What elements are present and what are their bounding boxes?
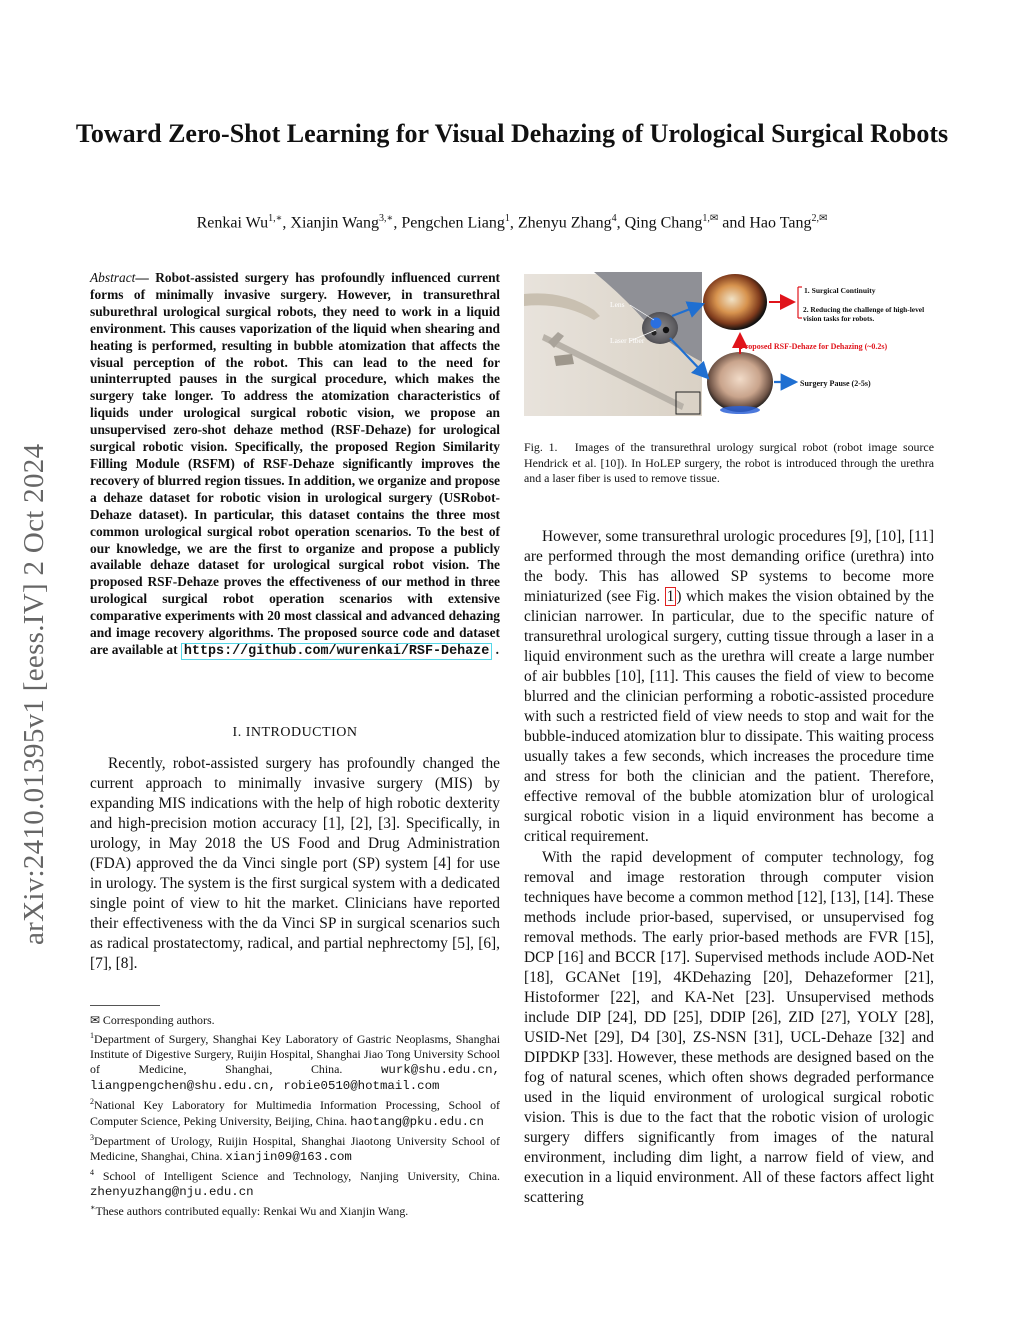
author-name: Renkai Wu	[196, 214, 269, 232]
abstract-text: Robot-assisted surgery has profoundly influenced current forms of minimally invasive surgery. However, in transurethral suburethral urological surgical robots, they need to work in a liquid environment. This causes vaporization of the liquid when shearing and heating is performed, resulting in bubble atomization that affects the visual perception of the robot. This can lead to the need for uninterrupted pauses in the surgical procedure, which makes the surgery take longer. To address the atomization characteristics of liquids under urological surgical robotic vision, we propose an unsupervised zero-shot dehaze method (RSF-Dehaze) for urological surgical robotic vision. Specifically, the proposed Region Similarity Filling Module (RSFM) of RSF-Dehaze significantly improves the recovery of blurred region tissues. In addition, we organize and propose a dehaze dataset for robotic vision in urological surgery (USRobot-Dehaze dataset). In particular, this dataset contains the three most common urological surgical robot operation scenarios. To the best of our knowledge, we are the first to organize and propose a publicly available dehaze dataset for urological surgical robot vision. The proposed RSF-Dehaze proves the effectiveness of our method in three urological surgical robot operation scenarios with extensive comparative experiments with 20 most classical and advanced dehazing and image recovery algorithms. The proposed source code and dataset are available at	[90, 270, 500, 657]
footnote-email: zhenyuzhang@nju.edu.cn	[90, 1184, 254, 1199]
label-lens: Lens	[610, 300, 625, 309]
caption-label: Fig. 1.	[524, 440, 558, 454]
footnote-1: $^1$Department of Surgery, Shanghai Key Laboratory of Gastric Neoplasms, Shanghai Institute of Digestive Surgery, Ruijin Hospital, Shanghai Jiao Tong University School of Medicine, Shanghai, China. wurk@shu.edu.cn, liangpengchen@shu.edu.cn, robie0510@hotmail.com	[90, 1031, 500, 1094]
right-paragraph-2: With the rapid development of computer technology, fog removal and image restoration through computer vision techniques have become a common method [12], [13], [14]. These methods include prior-based, supervised, or unsupervised fog removal methods. The early prior-based methods are FVR [15], DCP [16] and BCCR [17]. Supervised methods include AOD-Net [18], GCANet [19], 4KDehazing [20], Dehazeformer [21], Histoformer [22], and KA-Net [23]. Unsupervised methods include DIP [24], DD [25], DDIP [26], ZID [27], YOLY [28], USID-Net [29], D4 [30], ZS-NSN [31], UCL-Dehaze [32] and DIPDKP [33]. However, these methods are designed based on the fog of natural scenes, which often shows degraded performance used in the liquid environment of urological surgical robotic vision. This is due to the fact that the robotic vision of urologic surgery differs significantly from images of the natural environment, including dim light, a narrow field of view, and execution in a liquid environment. All of these factors affect light scattering	[524, 849, 934, 1206]
dehazed-image	[703, 274, 767, 330]
author-affiliation: 2,✉	[811, 213, 828, 224]
code-link[interactable]: https://github.com/wurenkai/RSF-Dehaze	[181, 643, 492, 660]
author-name: Zhenyu Zhang	[517, 214, 612, 232]
intro-column	[90, 754, 500, 974]
caption-text: Images of the transurethral urology surgical robot (robot image source Hendrick et al. [10]). In HoLEP surgery, the robot is introduced through the urethra and a laser fiber is used to remove tissue.	[524, 440, 934, 485]
arxiv-identifier: arXiv:2410.01395v1 [eess.IV] 2 Oct 2024	[18, 443, 50, 945]
intro-paragraph: Recently, robot-assisted surgery has profoundly changed the current approach to minimally invasive surgery (MIS) by expanding MIS indications with the help of high robotic dexterity and high-precision motion accuracy [1], [2], [3]. Specifically, in urology, in May 2018 the US Food and Drug Administration (FDA) approved the da Vinci single port (SP) system [4] for use in urology. The system is the first surgical system with a dedicated single point of view to hit the market. Clinicians have reported their effectiveness with the da Vinci SP in surgical scenarios such as radical prostatectomy, radical, and partial nephrectomy [5], [6], [7], [8].	[90, 755, 500, 972]
footnote-email: wurk@shu.edu.cn, liangpengchen@shu.edu.cn, robie0510@hotmail.com	[90, 1063, 500, 1094]
footnote-rule	[90, 1005, 160, 1006]
paper-title: Toward Zero-Shot Learning for Visual Dehazing of Urological Surgical Robots	[75, 119, 949, 148]
figure-ref-link[interactable]: 1	[666, 588, 675, 605]
section-heading: I. INTRODUCTION	[232, 725, 358, 740]
figure-1-caption	[524, 440, 934, 487]
label-continuity: 1. Surgical Continuity	[804, 286, 876, 295]
abstract-label: Abstract	[90, 270, 136, 285]
author-affiliation: 1,✉	[702, 213, 719, 224]
author-name: Qing Chang	[624, 214, 703, 232]
figure-1-graphic	[524, 272, 936, 440]
label-proposed: Proposed RSF-Dehaze for Dehazing (~0.2s)	[740, 342, 888, 351]
hazy-image	[707, 352, 773, 412]
footnote-equal: ∗These authors contributed equally: Renkai Wu and Xianjin Wang.	[90, 1202, 409, 1218]
footnote-3: $^3$Department of Urology, Ruijin Hospital, Shanghai Jiaotong University School of Medicine, Shanghai, China. xianjin09@163.com	[90, 1132, 500, 1164]
figure-1	[524, 272, 936, 440]
footnote-2: $^2$National Key Laboratory for Multimedia Information Processing, School of Computer Science, Peking University, Beijing, China. haotang@pku.edu.cn	[90, 1097, 500, 1129]
label-reducing: 2. Reducing the challenge of high-level vision tasks for robots.	[803, 305, 925, 323]
right-column	[524, 527, 934, 1208]
author-name: Xianjin Wang	[290, 214, 380, 232]
abstract: Abstract— Robot-assisted surgery has profoundly influenced current forms of minimally invasive surgery. However, in transurethral suburethral urological surgical robots, they need to work in a liquid environment. This causes vaporization of the liquid when shearing and heating is performed, resulting in bubble atomization that affects the visual perception of the robot. This can lead to the need for uninterrupted pauses in the surgical procedure, which makes the surgery take longer. To address the atomization characteristics of liquids under urological surgical robotic vision, we propose an unsupervised zero-shot dehaze method (RSF-Dehaze) for urological surgical robotic vision. Specifically, the proposed Region Similarity Filling Module (RSFM) of RSF-Dehaze significantly improves the recovery of blurred region tissues. In addition, we organize and propose a dehaze dataset for robotic vision in urological surgery (USRobot-Dehaze dataset). In particular, this dataset contains the three most common urological surgical robot operation scenarios. To the best of our knowledge, we are the first to organize and propose a publicly available dehaze dataset for urological surgical robot vision. The proposed RSF-Dehaze proves the effectiveness of our method in three urological surgical robot operation scenarios with extensive comparative experiments with 20 most classical and advanced dehazing and image recovery algorithms. The proposed source code and dataset are available at https://github.com/wurenkai/RSF-Dehaze .	[90, 270, 500, 659]
author-affiliation: 1,∗	[268, 213, 283, 224]
right-paragraph-1: However, some transurethral urologic procedures [9], [10], [11] are performed through the most demanding orifice (urethra) into the body. This has allowed SP systems to become more miniaturized (see Fig. 1 ) which makes the vision obtained by the clinician narrower. In particular, due to the specific nature of transurethral urological surgery, cutting tissue through a laser in a liquid environment such as the urethra will create a large number of air bubbles [10], [11]. This causes the field of view to become blurred and the clinician performing a robotic-assisted procedure with such a restricted field of view needs to stop and wait for the bubble-induced atomization blur to dissipate. This waiting process usually takes a few seconds, which increases the procedure time and stress for both the clinician and the patient. Therefore, effective removal of the bubble atomization blur of urological surgical robotic vision in a liquid environment has become a critical requirement.	[524, 528, 934, 845]
author-name: Pengchen Liang	[401, 214, 505, 232]
footnote-email: haotang@pku.edu.cn	[350, 1114, 484, 1129]
label-laser-fiber: Laser Fiber	[610, 336, 645, 345]
footnote-corresponding: ✉ Corresponding authors.	[90, 1013, 215, 1027]
footnotes	[90, 1013, 500, 1219]
author-name: Hao Tang	[749, 214, 812, 232]
author-affiliation: 3,∗	[379, 213, 394, 224]
author-affiliation: 4	[611, 213, 617, 224]
author-affiliation: 1	[504, 213, 510, 224]
footnote-4: $^4$ School of Intelligent Science and Technology, Nanjing University, China. zhenyuzhang@nju.edu.cn	[90, 1167, 500, 1199]
author-list: Renkai $Wu^{1,∗}$, Xianjin Wang$^{3,∗}$, Pengchen Liang$^1$, Zhenyu Zhang$^4$, Qing Chang$^{1,✉}$ and Hao Tang$^{2,✉}$	[196, 213, 828, 232]
footnote-email: xianjin09@163.com	[225, 1149, 352, 1164]
label-pause: Surgery Pause (2-5s)	[800, 379, 871, 388]
